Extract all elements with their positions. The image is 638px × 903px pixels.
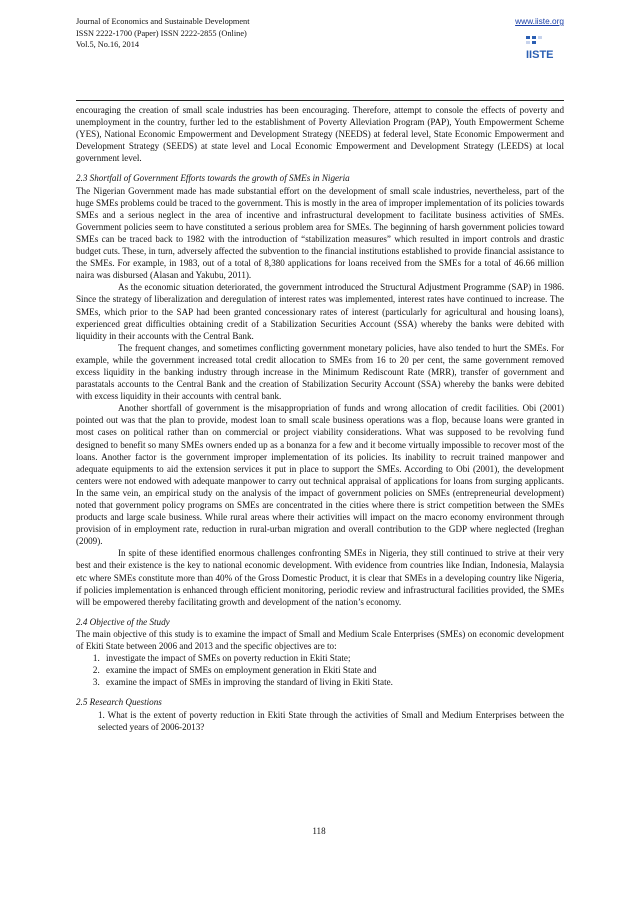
section-2-5-heading: 2.5 Research Questions	[76, 697, 162, 708]
issn-line: ISSN 2222-1700 (Paper) ISSN 2222-2855 (Online)	[76, 28, 247, 38]
list-item: 2. examine the impact of SMEs on employment generation in Ekiti State and	[102, 664, 564, 676]
page-number: 118	[312, 826, 326, 836]
research-question-1: 1. What is the extent of poverty reduction in Ekiti State through the activities of Small and Medium Enterprises between the selected years of 2006-2013?	[98, 709, 564, 732]
iiste-logo-icon	[524, 34, 560, 62]
objectives-list	[76, 652, 564, 688]
journal-title: Journal of Economics and Sustainable Development	[76, 17, 250, 26]
section-2-3-paragraph-2: As the economic situation deteriorated, the government introduced the Structural Adjustment Programme (SAP) in 1986. Since the strategy of liberalization and deregulation of interest rates was implemented, interest rates have continued to increase. The SMEs, which prior to the SAP had been granted concessionary rates of interest (particularly for agricultural and housing loans), experienced great difficulties obtaining credit of a Stabilization Securities Account (SSA) whereby the banks were debited with liquidity in their accounts with the Central Bank.	[76, 282, 564, 341]
page-body	[76, 104, 564, 733]
volume-line: Vol.5, No.16, 2014	[76, 40, 139, 50]
section-2-4-heading: 2.4 Objective of the Study	[76, 616, 170, 627]
page-header	[76, 16, 564, 96]
journal-url-link[interactable]: www.iiste.org	[515, 16, 564, 26]
section-2-3-paragraph-4: Another shortfall of government is the misappropriation of funds and wrong allocation of credit facilities. Obi (2001) pointed out was that the plan to provide, modest loan to small scale business operations was a flop, because loans were granted in most cases on political rather than on commercial or project viability considerations. What was supposed to be revolving fund designed to benefit so many SMEs owners ended up as a bonanza for a few and it become virtually impossible to recover most of the loans. Another factor is the government improper implementation of its policies. Its inability to recruit trained manpower and adequate equipments to aid the extension services it put in place to support the SMEs. According to Obi (2001), the development centers were not endowed with adequate manpower to carry out technical appraisal of applications for loans from surging applicants. In the same vein, an empirical study on the analysis of the impact of government policies on SMEs (entrepreneurial development) noted that government policy programs on SMEs are concentrated in the cities where there is strict competition between the SMEs products and large scale business. While rural areas where their activities will impact on the macro economy environment through provision of in employment rate, reduction in rural-urban migration and overall contribution to the GDP where neglected (Ireghan (2009).	[76, 403, 564, 547]
section-2-3-paragraph-1: The Nigerian Government made has made substantial effort on the development of small scale industries, nevertheless, part of the huge SMEs problems could be traced to the government. This is mostly in the area of improper implementation of its policies towards SMEs and a serious neglect in the area of incentive and infrastructural development to facilitate business activities of SMEs. Government policies seem to have constituted a serious problem area for SMEs. The beginning of harsh government policies toward SMEs can be traced back to 1982 with the introduction of “stabilization measures” which resulted in import controls and drastic budget cuts. These, in turn, adversely affected the subvention to the financial institutions established to provide financial assistance to the SMEs. For example, in 1983, out of a total of 8,380 applications for loans received from the SMEs for a total of 46.66 million naira was disbursed (Alasan and Yakubu, 2011).	[76, 185, 564, 281]
list-item: 3. examine the impact of SMEs in improving the standard of living in Ekiti State.	[102, 676, 564, 688]
section-2-4-paragraph: The main objective of this study is to examine the impact of Small and Medium Scale Enterprises (SMEs) on economic development of Ekiti State between 2006 and 2013 and the specific objectives are to:	[76, 628, 564, 652]
intro-paragraph: encouraging the creation of small scale industries has been encouraging. Therefore, attempt to console the effects of poverty and unemployment in the country, further led to the establishment of Poverty Alleviation Program (PAP), Youth Empowerment Scheme (YES), National Economic Empowerment and Development Strategy (NEEDS) at federal level, State Economic Empowerment and Development Strategy (SEEDS) at state level and Local Economic Empowerment and Development Strategy (LEEDS) at local government level.	[76, 105, 564, 164]
header-rule	[76, 100, 564, 101]
section-2-3-heading: 2.3 Shortfall of Government Efforts towards the growth of SMEs in Nigeria	[76, 173, 350, 184]
logo-wordmark: IISTE	[526, 49, 554, 61]
list-item: 1. investigate the impact of SMEs on poverty reduction in Ekiti State;	[102, 652, 564, 664]
section-2-3-paragraph-3: The frequent changes, and sometimes conflicting government monetary policies, have also tended to hurt the SMEs. For example, while the government increased total credit allocation to SMEs from 16 to 20 per cent, the same government removed excess liquidity in the banking industry through increase in the Minimum Rediscount Rate (MRR), transfer of government and parastatals accounts to the Central Bank and the creation of Stabilization Security Account (SSA) whereby the banks were debited with excess liquidity in their accounts with central bank.	[76, 342, 564, 402]
section-2-3-paragraph-5: In spite of these identified enormous challenges confronting SMEs in Nigeria, they still continued to strive at their very best and their existence is the key to national economic development. With evidence from countries like Indian, Indonesia, Malaysia etc where SMEs constitute more than 40% of the Gross Domestic Product, it is clear that SMEs in a developing country like Nigeria, if policies implementation is enhanced through efficient monitoring, periodic review and infrastructural facilities provided, the SMEs will be empowered thereby facilitating growth and development of the nation’s economy.	[76, 548, 564, 607]
